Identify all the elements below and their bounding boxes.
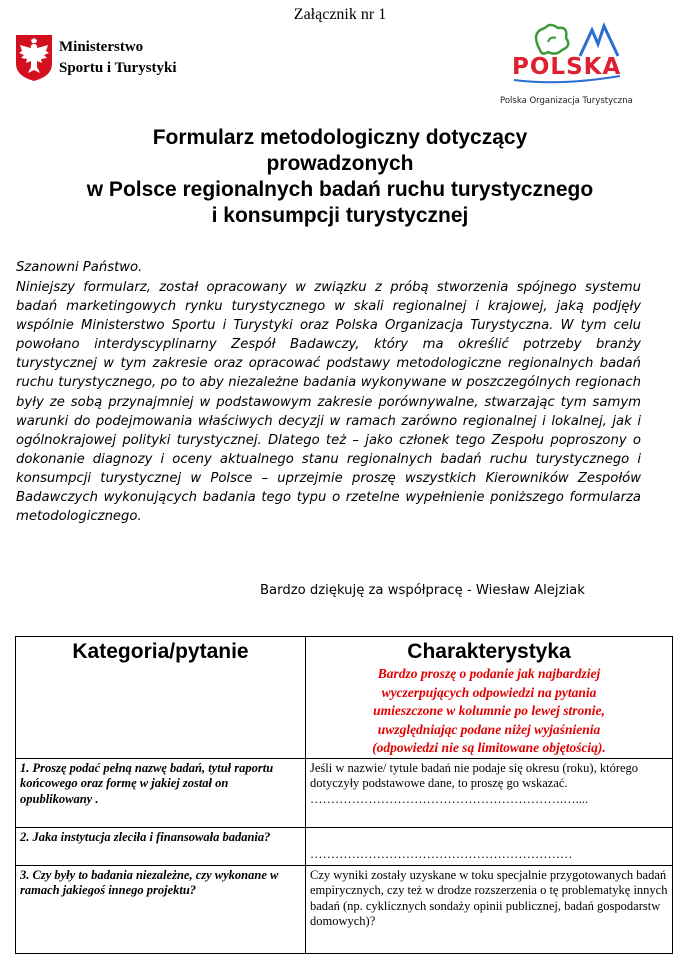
answer-cell[interactable] xyxy=(306,827,673,865)
answer-dotted-line: …………………………………………………….….... xyxy=(310,791,589,806)
title-line3: w Polsce regionalnych badań ruchu turystycznego xyxy=(86,178,594,201)
polska-logo-icon xyxy=(500,22,650,94)
ministry-logo xyxy=(14,34,204,84)
instruction-note-line2: wyczerpujących odpowiedzi na pytania xyxy=(381,684,597,700)
ministry-name-line2: Sportu i Turystyki xyxy=(59,60,177,76)
letter-signature: Bardzo dziękuję za współpracę - Wiesław Alejziak xyxy=(260,583,585,598)
letter-greeting: Szanowni Państwo. xyxy=(16,260,143,275)
ministry-name xyxy=(59,37,177,79)
table-row xyxy=(16,865,673,953)
polska-logo-text: POLSKA xyxy=(512,54,622,80)
question-cell: 2. Jaka instytucja zleciła i finansowała badania? xyxy=(16,827,306,865)
answer-cell[interactable] xyxy=(306,865,673,953)
answer-dotted-line: ……………………………………………………… xyxy=(310,847,573,862)
question-cell: 1. Proszę podać pełną nazwę badań, tytuł raportu końcowego oraz formę w jakiej został on opublikowany . xyxy=(16,758,306,827)
question-cell: 3. Czy były to badania niezależne, czy wykonane w ramach jakiegoś innego projektu? xyxy=(16,865,306,953)
letter-body: Niniejszy formularz, został opracowany w związku z próbą stworzenia spójnego systemu badań marketingowych rynku turystycznego w skali regionalnej i krajowej, jaką podjęły wspólnie Ministerstwo Sportu i Turystyki oraz Polska Organizacja Turystyczna. W tym celu powołano interdyscyplinarny Zespół Badawczy, który ma określić potrzeby branży turystycznej w tym zakresie oraz opracować podstawy metodologiczne regionalnych badań ruchu turystycznego, po to aby niezależne badania wykonywane w poszczególnych regionach były ze sobą przynajmniej w podstawowym zakresie porównywalne, stwarzając tym samym warunki do podejmowania właściwych decyzji w ramach zarówno regionalnej i lokalnej, jak i ogólnokrajowej polityki turystycznej. Dlatego też – jako członek tego Zespołu poproszony o dokonanie diagnozy i oceny aktualnego stanu regionalnych badań ruchu turystycznego i konsumpcji turystycznej w Polsce – uprzejmie proszę wszystkich Kierowników Zespołów Badawczych wykonujących badania tego typu o rzetelne wypełnienie poniższego formularza metodologicznego. xyxy=(16,280,641,525)
title-line4: i konsumpcji turystycznej xyxy=(211,204,469,227)
answer-cell[interactable] xyxy=(306,758,673,827)
instruction-note-line1: Bardzo proszę o podanie jak najbardziej xyxy=(377,666,601,681)
instruction-note-line4: uwzględniając podane niżej wyjaśnienia xyxy=(377,721,601,737)
pot-organization-name: Polska Organizacja Turystyczna xyxy=(500,96,633,106)
instruction-note xyxy=(310,665,668,758)
pot-logo xyxy=(500,22,650,112)
title-line1: Formularz metodologiczny dotyczący xyxy=(152,126,528,149)
table-row xyxy=(16,758,673,827)
category-column-header: Kategoria/pytanie xyxy=(16,637,306,759)
document-title xyxy=(0,125,680,229)
characteristic-column-header xyxy=(306,637,673,759)
instruction-note-line5: (odpowiedzi nie są limitowane objętością). xyxy=(372,740,606,756)
polish-eagle-icon xyxy=(14,34,54,82)
instruction-note-line3: umieszczone w kolumnie po lewej stronie, xyxy=(373,703,605,719)
characteristic-header-label: Charakterystyka xyxy=(407,640,571,663)
table-row xyxy=(16,827,673,865)
table-header-row xyxy=(16,637,673,759)
answer-hint: Jeśli w nazwie/ tytule badań nie podaje się okresu (roku), którego dotyczyły podstawowe dane, to proszę go wskazać. xyxy=(310,760,639,791)
answer-hint: Czy wyniki zostały uzyskane w toku specjalnie przygotowanych badań empirycznych, czy też w drodze rozszerzenia o tę problematykę innych badań (np. cyklicznych sondaży opinii publicznej, badań gospodarstw domowych)? xyxy=(310,867,668,929)
ministry-name-line1: Ministerstwo xyxy=(59,39,144,55)
methodology-form-table xyxy=(15,636,673,954)
title-line2: prowadzonych xyxy=(266,152,414,175)
annex-label: Załącznik nr 1 xyxy=(293,6,387,23)
